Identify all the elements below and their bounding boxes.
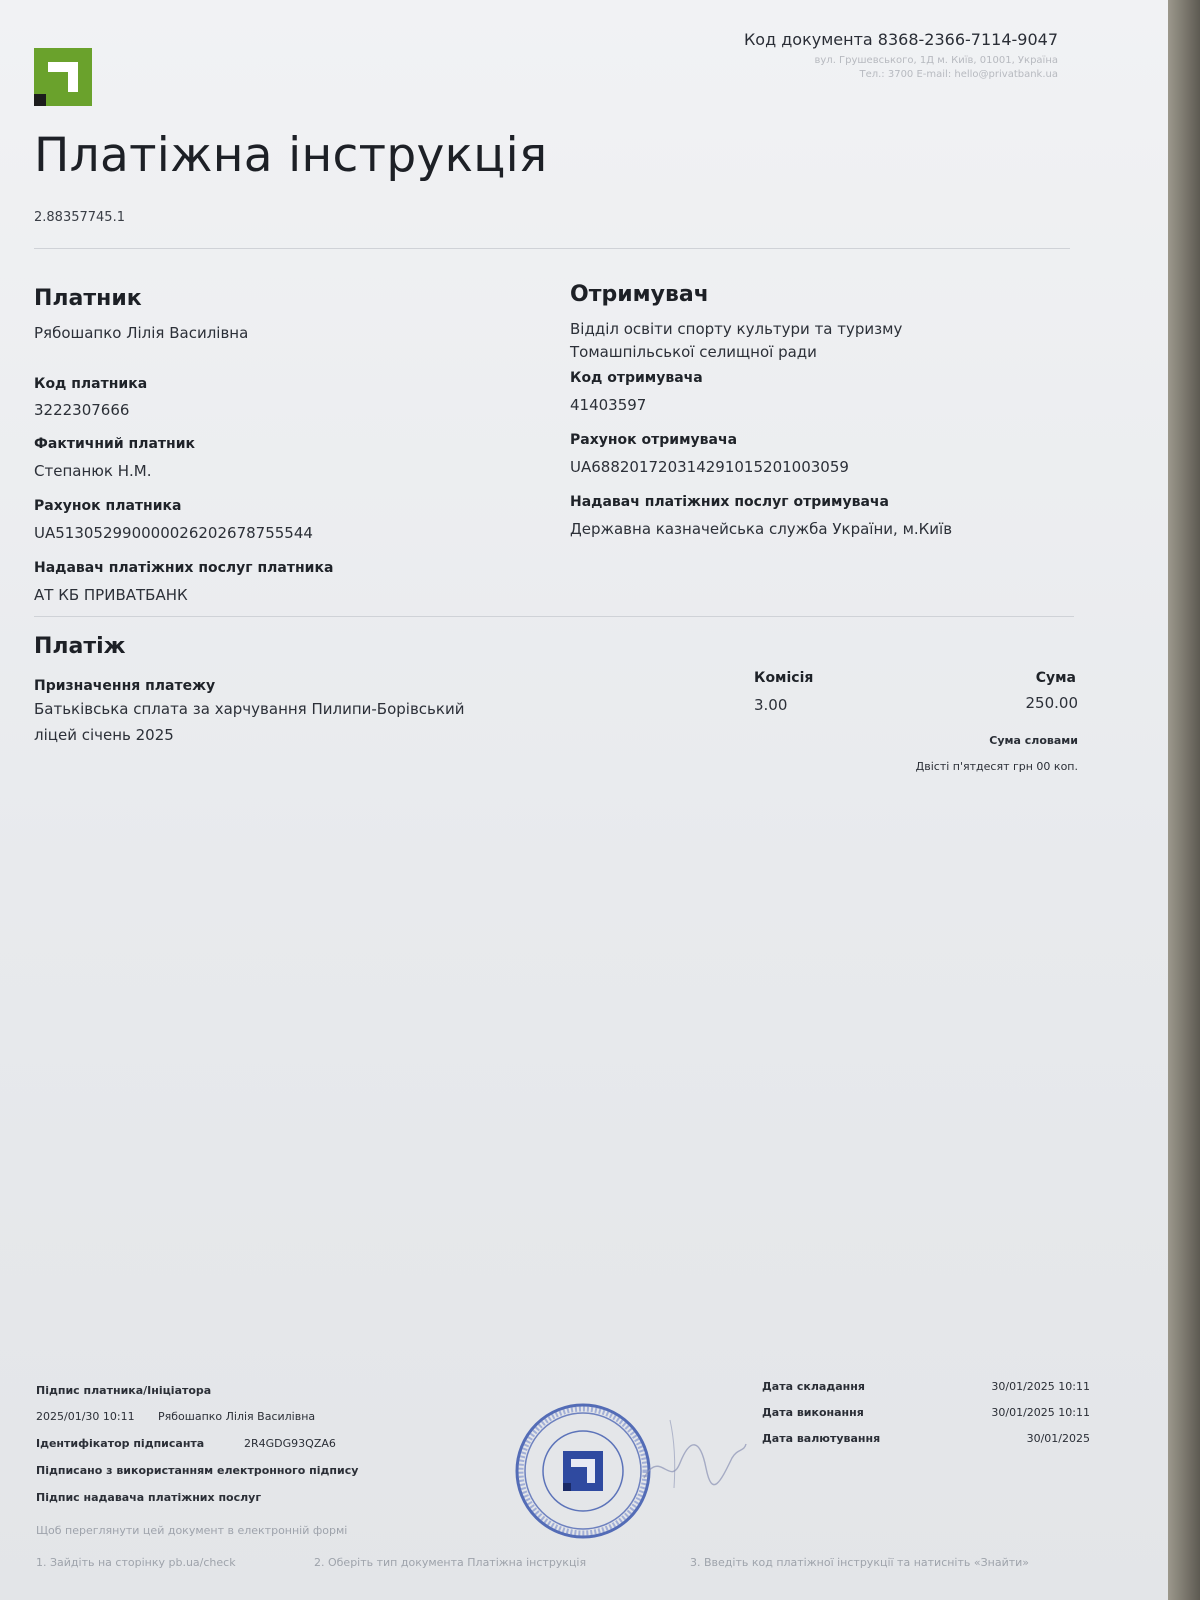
recipient-code: 41403597 (570, 396, 647, 414)
actual-payer-label: Фактичний платник (34, 436, 196, 452)
purpose-label: Призначення платежу (34, 678, 216, 694)
view-note: Щоб переглянути цей документ в електронній формі (36, 1524, 348, 1537)
bank-seal-icon (514, 1402, 652, 1540)
recipient-name-line2: Томашпільської селищної ради (570, 343, 817, 361)
payment-heading: Платіж (34, 634, 126, 659)
handwritten-signature-icon (640, 1408, 750, 1498)
signature-datetime: 2025/01/30 10:11 (36, 1410, 135, 1423)
executed-date-label: Дата виконання (762, 1406, 864, 1419)
payer-provider: АТ КБ ПРИВАТБАНК (34, 586, 188, 604)
recipient-heading: Отримувач (570, 282, 709, 307)
recipient-provider-label: Надавач платіжних послуг отримувача (570, 494, 889, 510)
payer-code: 3222307666 (34, 401, 130, 419)
bank-address (698, 54, 1058, 82)
esign-note: Підписано з використанням електронного підпису (36, 1464, 359, 1477)
payer-heading: Платник (34, 286, 142, 311)
check-step-3: 3. Введіть код платіжної інструкції та натисніть «Знайти» (690, 1556, 1030, 1569)
recipient-name-line1: Відділ освіти спорту культури та туризму (570, 320, 903, 338)
payer-provider-label: Надавач платіжних послуг платника (34, 560, 334, 576)
divider (34, 248, 1070, 249)
recipient-account: UA688201720314291015201003059 (570, 458, 849, 476)
check-step-2: 2. Оберіть тип документа Платіжна інструкція (314, 1556, 587, 1569)
signer-id: 2R4GDG93QZA6 (244, 1437, 336, 1450)
value-date-label: Дата валютування (762, 1432, 881, 1445)
actual-payer: Степанюк Н.М. (34, 462, 152, 480)
signer-id-label: Ідентифікатор підписанта (36, 1437, 205, 1450)
purpose-line2: ліцей січень 2025 (34, 726, 174, 744)
sum-words: Двісті п'ятдесят грн 00 коп. (915, 760, 1078, 773)
sum-value: 250.00 (1025, 694, 1078, 712)
document-code: Код документа 8368-2366-7114-9047 (743, 30, 1058, 49)
bank-address-line: вул. Грушевського, 1Д м. Київ, 01001, Україна (814, 55, 1058, 66)
purpose-line1: Батьківська сплата за харчування Пилипи-Борівський (34, 700, 465, 718)
recipient-provider: Державна казначейська служба України, м.Київ (570, 520, 953, 538)
document-id: 2.88357745.1 (34, 210, 125, 225)
executed-date: 30/01/2025 10:11 (991, 1406, 1090, 1419)
commission-value: 3.00 (754, 696, 788, 714)
provider-signature-label: Підпис надавача платіжних послуг (36, 1491, 262, 1504)
sum-words-label: Сума словами (989, 734, 1078, 747)
created-date-label: Дата складання (762, 1380, 865, 1393)
payer-name: Рябошапко Лілія Василівна (34, 324, 249, 342)
page-title: Платіжна інструкція (34, 128, 548, 183)
recipient-code-label: Код отримувача (570, 370, 703, 386)
divider (34, 616, 1074, 617)
recipient-account-label: Рахунок отримувача (570, 432, 738, 448)
sum-label: Сума (1035, 670, 1076, 686)
created-date: 30/01/2025 10:11 (991, 1380, 1090, 1393)
bank-contacts-line: Тел.: 3700 E-mail: hello@privatbank.ua (859, 69, 1058, 80)
signature-title: Підпис платника/Ініціатора (36, 1384, 212, 1397)
check-step-1: 1. Зайдіть на сторінку pb.ua/check (36, 1556, 236, 1569)
privatbank-logo-icon (34, 48, 92, 106)
signature-signer: Рябошапко Лілія Василівна (158, 1410, 316, 1423)
payer-account: UA513052990000026202678755544 (34, 524, 313, 542)
payer-account-label: Рахунок платника (34, 498, 182, 514)
payer-code-label: Код платника (34, 376, 148, 392)
value-date: 30/01/2025 (1026, 1432, 1090, 1445)
commission-label: Комісія (754, 670, 814, 686)
page-edge-shadow (1168, 0, 1200, 1600)
